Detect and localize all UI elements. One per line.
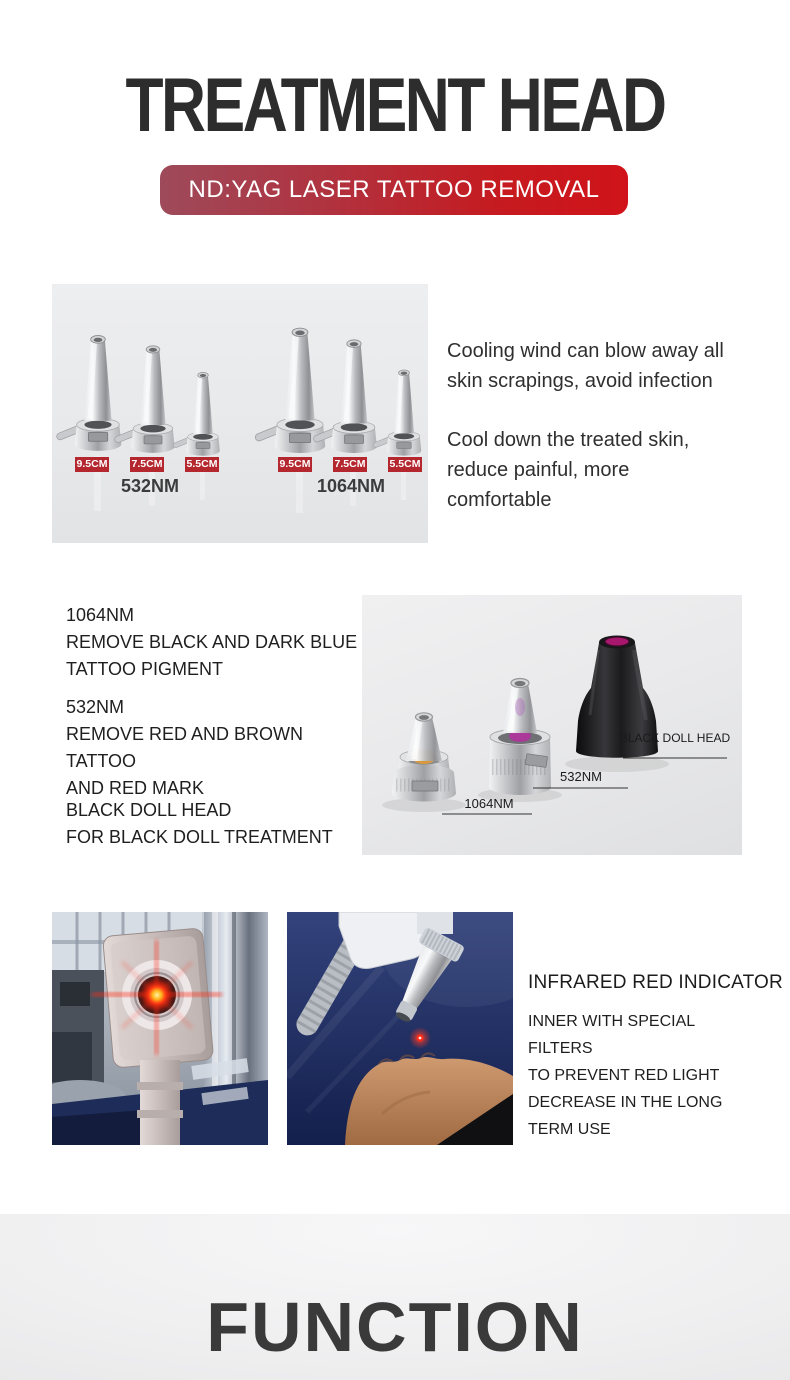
treatment-head-532-95 <box>56 336 122 451</box>
treatment-head-1064-95 <box>254 328 325 453</box>
wavelength-info-1064 <box>66 602 366 683</box>
labelled-heads-image <box>362 595 742 855</box>
treatment-heads-sizes-image <box>52 284 428 543</box>
cooling-line: Cooling wind can blow away all <box>447 340 724 362</box>
wavelength-line: AND RED MARK <box>66 778 205 798</box>
cooling-line: reduce painful, more comfortable <box>447 459 630 511</box>
size-badge: 7.5CM <box>131 458 163 470</box>
treatment-head-532-55 <box>172 372 219 455</box>
indicator-line: DECREASE IN THE LONG <box>528 1094 723 1111</box>
label-1064nm: 1064NM <box>464 796 514 811</box>
function-title: FUNCTION <box>206 1288 584 1366</box>
size-badge: 9.5CM <box>76 458 108 470</box>
treatment-head-532-75 <box>114 346 175 453</box>
label-black-doll-head: BLACK DOLL HEAD <box>619 731 731 745</box>
cooling-description <box>447 336 737 515</box>
cooling-line: skin scrapings, avoid infection <box>447 370 713 392</box>
head-532nm <box>489 679 551 796</box>
indicator-description <box>528 1008 758 1143</box>
wavelength-line: TATTOO PIGMENT <box>66 659 223 679</box>
wavelength-info-532 <box>66 694 366 802</box>
wavelength-line: FOR BLACK DOLL TREATMENT <box>66 827 333 847</box>
group-label-532nm: 532NM <box>120 476 180 496</box>
wavelength-info-black-doll <box>66 797 366 851</box>
indicator-line: TO PREVENT RED LIGHT <box>528 1067 720 1084</box>
laser-dot <box>409 1027 431 1049</box>
indicator-line: INNER WITH SPECIAL FILTERS <box>528 1013 695 1057</box>
banner-label: ND:YAG LASER TATTOO REMOVAL <box>188 176 600 203</box>
wavelength-line: REMOVE RED AND BROWN TATTOO <box>66 724 304 771</box>
labelled-heads-illustration <box>362 595 742 855</box>
treatment-head-1064-55 <box>373 370 422 456</box>
size-badge: 5.5CM <box>389 458 421 470</box>
photo-laser-on-hand <box>287 912 513 1145</box>
function-section <box>0 1214 790 1380</box>
head-1064nm <box>392 713 456 802</box>
photo-indicator-aperture <box>52 912 268 1145</box>
size-badge: 7.5CM <box>334 458 366 470</box>
treatment-head-1064-75 <box>313 340 377 453</box>
wavelength-title: 532NM <box>66 697 125 717</box>
size-badge: 9.5CM <box>279 458 311 470</box>
cooling-line: Cool down the treated skin, <box>447 429 690 451</box>
indicator-title: INFRARED RED INDICATOR <box>528 972 783 993</box>
indicator-line: TERM USE <box>528 1121 611 1138</box>
page-title: TREATMENT HEAD <box>125 63 665 148</box>
treatment-heads-illustration <box>52 284 428 543</box>
category-banner <box>160 165 628 215</box>
wavelength-title: 1064NM <box>66 605 135 625</box>
wavelength-line: BLACK DOLL HEAD <box>66 800 232 820</box>
size-badge: 5.5CM <box>186 458 218 470</box>
wavelength-line: REMOVE BLACK AND DARK BLUE <box>66 632 358 652</box>
group-label-1064nm: 1064NM <box>316 476 386 496</box>
label-532nm: 532NM <box>560 769 602 784</box>
